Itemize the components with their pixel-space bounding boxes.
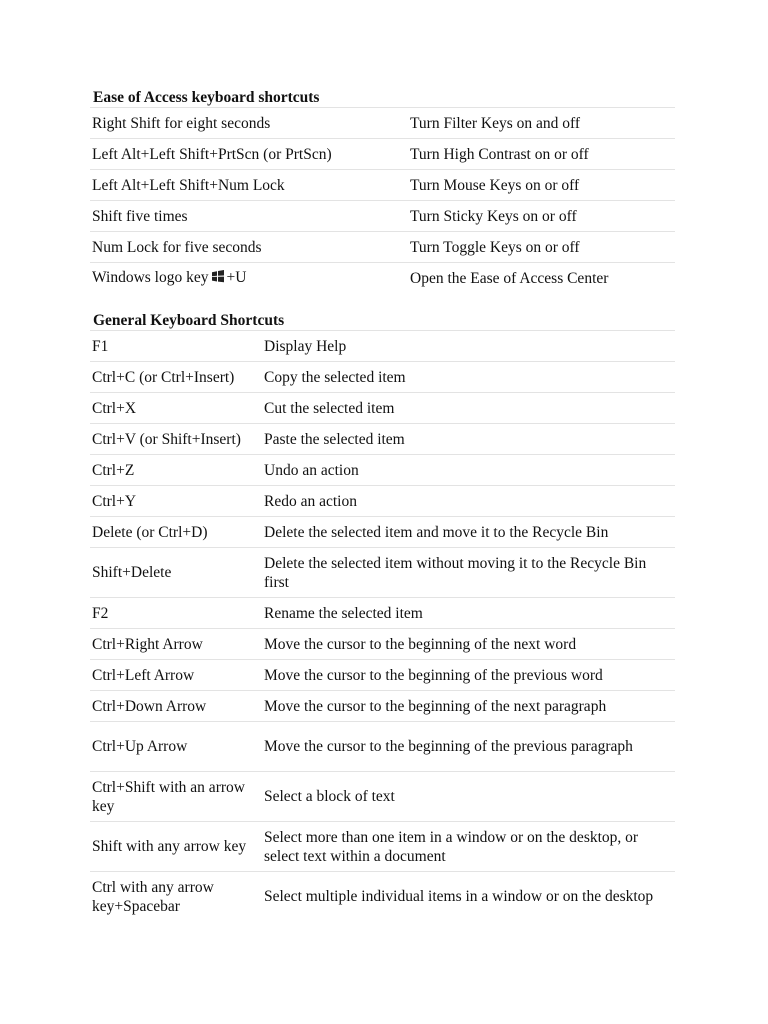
shortcut-key: Ctrl+X [90, 393, 262, 424]
shortcut-key: Ctrl+Z [90, 455, 262, 486]
shortcut-key: Ctrl+Up Arrow [90, 722, 262, 772]
shortcut-key [90, 263, 408, 294]
shortcut-key: Ctrl+Down Arrow [90, 691, 262, 722]
table-row [90, 424, 675, 455]
table-row [90, 455, 675, 486]
ease-of-access-heading: Ease of Access keyboard shortcuts [93, 89, 320, 106]
shortcut-key: Ctrl+Right Arrow [90, 629, 262, 660]
shortcut-key-prefix: Windows logo key [92, 269, 209, 286]
shortcut-key: Num Lock for five seconds [90, 232, 408, 263]
table-row [90, 822, 675, 872]
shortcut-key: F2 [90, 598, 262, 629]
shortcut-key: Ctrl+C (or Ctrl+Insert) [90, 362, 262, 393]
shortcut-action: Turn High Contrast on or off [408, 139, 675, 170]
table-row [90, 139, 675, 170]
shortcut-key-suffix: +U [226, 269, 247, 286]
document-page [90, 88, 675, 921]
table-row [90, 331, 675, 362]
table-row [90, 362, 675, 393]
windows-logo-icon [211, 269, 225, 288]
shortcut-action: Move the cursor to the beginning of the previous word [262, 660, 675, 691]
table-row [90, 598, 675, 629]
shortcut-action: Delete the selected item and move it to the Recycle Bin [262, 517, 675, 548]
shortcut-key: Left Alt+Left Shift+Num Lock [90, 170, 408, 201]
shortcut-key: Ctrl+Shift with an arrow key [90, 772, 262, 822]
shortcut-action: Display Help [262, 331, 675, 362]
table-row [90, 691, 675, 722]
shortcut-action: Move the cursor to the beginning of the next paragraph [262, 691, 675, 722]
shortcut-action: Open the Ease of Access Center [408, 263, 675, 294]
table-row [90, 232, 675, 263]
shortcut-key: Right Shift for eight seconds [90, 108, 408, 139]
table-row [90, 629, 675, 660]
table-row [90, 772, 675, 822]
table-row [90, 393, 675, 424]
shortcut-key: Ctrl+Left Arrow [90, 660, 262, 691]
shortcut-action: Delete the selected item without moving it to the Recycle Bin first [262, 548, 675, 598]
table-row [90, 517, 675, 548]
shortcut-action: Move the cursor to the beginning of the next word [262, 629, 675, 660]
shortcut-key: Shift with any arrow key [90, 822, 262, 872]
shortcut-action: Turn Sticky Keys on or off [408, 201, 675, 232]
ease-of-access-table [90, 107, 675, 293]
shortcut-action: Rename the selected item [262, 598, 675, 629]
shortcut-action: Undo an action [262, 455, 675, 486]
shortcut-key: Shift five times [90, 201, 408, 232]
general-shortcuts-heading: General Keyboard Shortcuts [93, 312, 285, 329]
shortcut-key: Ctrl+Y [90, 486, 262, 517]
shortcut-key: Left Alt+Left Shift+PrtScn (or PrtScn) [90, 139, 408, 170]
table-row [90, 263, 675, 294]
shortcut-key: Ctrl with any arrow key+Spacebar [90, 872, 262, 922]
table-row [90, 722, 675, 772]
section-spacer [90, 293, 675, 311]
shortcut-key: F1 [90, 331, 262, 362]
shortcut-action: Copy the selected item [262, 362, 675, 393]
table-row [90, 486, 675, 517]
shortcut-action: Redo an action [262, 486, 675, 517]
shortcut-action: Paste the selected item [262, 424, 675, 455]
table-row [90, 872, 675, 922]
table-row [90, 201, 675, 232]
shortcut-key: Shift+Delete [90, 548, 262, 598]
general-shortcuts-table [90, 330, 675, 921]
table-row [90, 660, 675, 691]
shortcut-action: Turn Mouse Keys on or off [408, 170, 675, 201]
shortcut-action: Select more than one item in a window or on the desktop, or select text within a document [262, 822, 675, 872]
table-row [90, 108, 675, 139]
shortcut-action: Turn Filter Keys on and off [408, 108, 675, 139]
shortcut-key: Ctrl+V (or Shift+Insert) [90, 424, 262, 455]
table-row [90, 170, 675, 201]
shortcut-action: Select a block of text [262, 772, 675, 822]
shortcut-key: Delete (or Ctrl+D) [90, 517, 262, 548]
table-row [90, 548, 675, 598]
shortcut-action: Turn Toggle Keys on or off [408, 232, 675, 263]
shortcut-action: Cut the selected item [262, 393, 675, 424]
shortcut-action: Select multiple individual items in a window or on the desktop [262, 872, 675, 922]
shortcut-action: Move the cursor to the beginning of the previous paragraph [262, 722, 675, 772]
